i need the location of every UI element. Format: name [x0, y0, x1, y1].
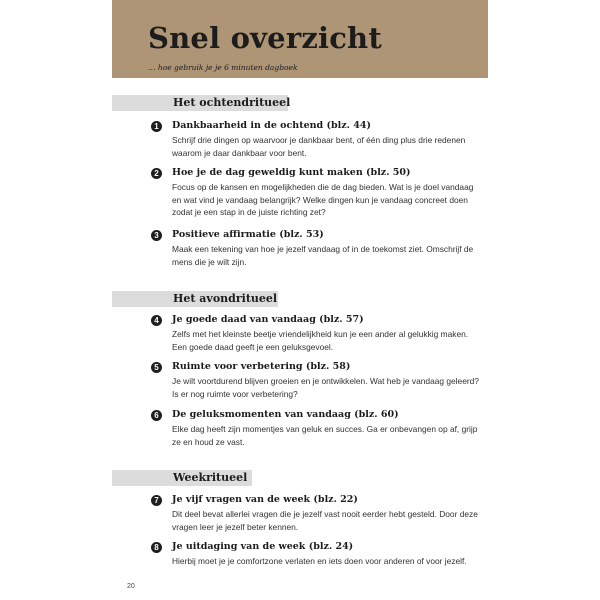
item-title: Je uitdaging van de week (blz. 24) — [172, 541, 354, 552]
header-banner — [112, 0, 488, 78]
item-title: Positieve affirmatie (blz. 53) — [172, 229, 324, 240]
item-description: Dit deel bevat allerlei vragen die je jezelf vast nooit eerder hebt gesteld. Door deze vragen leer je jezelf beter kennen. — [172, 509, 478, 532]
item-title: Hoe je de dag geweldig kunt maken (blz. 50) — [172, 167, 411, 178]
section-header-weekly — [112, 470, 252, 486]
item-description: Elke dag heeft zijn momentjes van geluk en succes. Ga er onbevangen op af, grijp ze en houd ze vast. — [172, 424, 478, 447]
item-title: Ruimte voor verbetering (blz. 58) — [172, 361, 351, 372]
page-title: Snel overzicht — [148, 21, 382, 55]
section-label: Het ochtendritueel — [173, 96, 291, 109]
item-number-badge: 3 — [151, 230, 162, 241]
item-number-badge: 1 — [151, 121, 162, 132]
item-number-badge: 4 — [151, 315, 162, 326]
item-title: Je vijf vragen van de week (blz. 22) — [172, 494, 358, 505]
item-title: De geluksmomenten van vandaag (blz. 60) — [172, 409, 399, 420]
item-description: Hierbij moet je je comfortzone verlaten en iets doen voor anderen of voor jezelf. — [172, 556, 467, 566]
item-description: Schrijf drie dingen op waarvoor je dankbaar bent, of één ding plus drie redenen waarom je daar dankbaar voor bent. — [172, 135, 466, 158]
item-number-badge: 5 — [151, 362, 162, 373]
section-header-morning — [112, 95, 291, 111]
page-number: 20 — [127, 583, 135, 590]
item-description: Focus op de kansen en mogelijkheden die de dag bieden. Wat is je doel vandaag en wat vind je vandaag belangrijk? Welke dingen kun je vandaag concreet doen zodat je een stap in de juiste richting zet? — [172, 182, 474, 217]
item-description: Zelfs met het kleinste beetje vriendelijkheid kun je een ander al gelukkig maken. Een goede daad geeft je een geluksgevoel. — [172, 329, 469, 352]
section-label: Weekritueel — [173, 471, 248, 484]
item-number-badge: 2 — [151, 168, 162, 179]
item-title: Je goede daad van vandaag (blz. 57) — [172, 314, 364, 325]
item-number-badge: 8 — [151, 542, 162, 553]
item-number-badge: 6 — [151, 410, 162, 421]
section-label: Het avondritueel — [173, 292, 278, 305]
item-description: Maak een tekening van hoe je jezelf vandaag of in de toekomst ziet. Omschrijf de mens die je wilt zijn. — [172, 244, 474, 267]
page-subtitle: … hoe gebruik je je 6 minuten dagboek — [148, 63, 298, 72]
item-number-badge: 7 — [151, 495, 162, 506]
section-header-evening — [112, 291, 278, 307]
item-description: Je wilt voortdurend blijven groeien en je ontwikkelen. Wat heb je vandaag geleerd? Is er nog ruimte voor verbetering? — [172, 376, 479, 399]
book-page — [112, 0, 488, 600]
item-title: Dankbaarheid in de ochtend (blz. 44) — [172, 120, 371, 131]
